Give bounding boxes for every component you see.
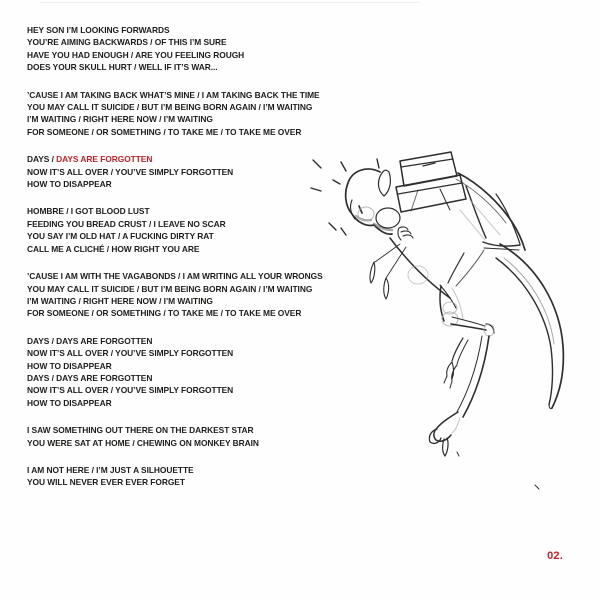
lyric-stanza: [27, 89, 367, 139]
lyric-segment: FOR SOMEONE / OR SOMETHING / TO TAKE ME / TO TAKE ME OVER: [27, 308, 302, 319]
lyric-segment: ’CAUSE I AM WITH THE VAGABONDS / I AM WRITING ALL YOUR WRONGS: [27, 271, 323, 282]
creature-head: [346, 169, 392, 234]
lyric-segment: HOMBRE / I GOT BLOOD LUST: [27, 206, 150, 217]
lyric-segment: I AM NOT HERE / I’M JUST A SILHOUETTE: [27, 464, 194, 475]
lyric-segment: I’M WAITING / RIGHT HERE NOW / I’M WAITING: [27, 295, 213, 306]
lyric-segment: I’M WAITING / RIGHT HERE NOW / I’M WAITING: [27, 114, 213, 125]
lyric-segment: I SAW SOMETHING OUT THERE ON THE DARKEST STAR: [27, 425, 254, 436]
lyric-segment: YOU WERE SAT AT HOME / CHEWING ON MONKEY BRAIN: [27, 437, 259, 448]
lyric-segment: FEEDING YOU BREAD CRUST / I LEAVE NO SCAR: [27, 218, 226, 229]
lyric-segment: DAYS /: [27, 154, 57, 165]
velociraptor-sketch: [300, 140, 600, 500]
shoulder-and-claws: [370, 208, 413, 299]
creature-back-jacket: [456, 173, 525, 286]
creature-tail: [496, 244, 563, 409]
lyric-segment: NOW IT’S ALL OVER / YOU’VE SIMPLY FORGOTTEN: [27, 348, 234, 359]
lyric-segment: HAVE YOU HAD ENOUGH / ARE YOU FEELING ROUGH: [27, 49, 245, 60]
lyric-segment: HOW TO DISAPPEAR: [27, 397, 112, 408]
lyric-segment: YOU MAY CALL IT SUICIDE / BUT I’M BEING BORN AGAIN / I’M WAITING: [27, 283, 313, 294]
lyric-segment: YOU’RE AIMING BACKWARDS / OF THIS I’M SURE: [27, 37, 227, 48]
lyric-segment: HOW TO DISAPPEAR: [27, 360, 112, 371]
lyric-line: [27, 89, 367, 101]
lyric-segment: DOES YOUR SKULL HURT / WELL IF IT’S WAR...: [27, 62, 218, 73]
lyric-line: [27, 49, 367, 61]
lyric-segment: HEY SON I’M LOOKING FORWARDS: [27, 25, 170, 35]
lyric-segment: YOU SAY I’M OLD HAT / A FUCKING DIRTY RAT: [27, 231, 214, 242]
lyric-segment: HOW TO DISAPPEAR: [27, 179, 112, 190]
lyric-segment: FOR SOMEONE / OR SOMETHING / TO TAKE ME / TO TAKE ME OVER: [27, 126, 302, 137]
creature-torso: [390, 238, 464, 314]
boxes-on-back: [396, 152, 466, 212]
lyric-segment: NOW IT’S ALL OVER / YOU’VE SIMPLY FORGOTTEN: [27, 166, 234, 177]
lyric-segment: DAYS / DAYS ARE FORGOTTEN: [27, 335, 153, 346]
page-number: 02.: [547, 550, 563, 562]
page-edge-artifact: [40, 2, 420, 3]
lyric-line: [27, 126, 367, 138]
lyric-line: [27, 101, 367, 113]
lyric-segment: ’CAUSE I AM TAKING BACK WHAT’S MINE / I AM TAKING BACK THE TIME: [27, 89, 320, 100]
lyric-stanza: [27, 24, 367, 74]
lyric-segment: CALL ME A CLICHÉ / HOW RIGHT YOU ARE: [27, 243, 200, 254]
lyric-segment: NOW IT’S ALL OVER / YOU’VE SIMPLY FORGOTTEN: [27, 385, 234, 396]
lyric-line: [27, 61, 367, 73]
stray-marks: [457, 452, 539, 489]
creature-legs: [429, 286, 494, 456]
lyric-segment: YOU MAY CALL IT SUICIDE / BUT I’M BEING BORN AGAIN / I’M WAITING: [27, 102, 313, 113]
lyric-segment: DAYS / DAYS ARE FORGOTTEN: [27, 372, 153, 383]
lyric-line: [27, 113, 367, 125]
lyric-segment-red: DAYS ARE FORGOTTEN: [56, 154, 153, 165]
lyric-line: [27, 24, 367, 36]
lyric-segment: YOU WILL NEVER EVER EVER FORGET: [27, 477, 185, 488]
lyric-line: [27, 36, 367, 48]
